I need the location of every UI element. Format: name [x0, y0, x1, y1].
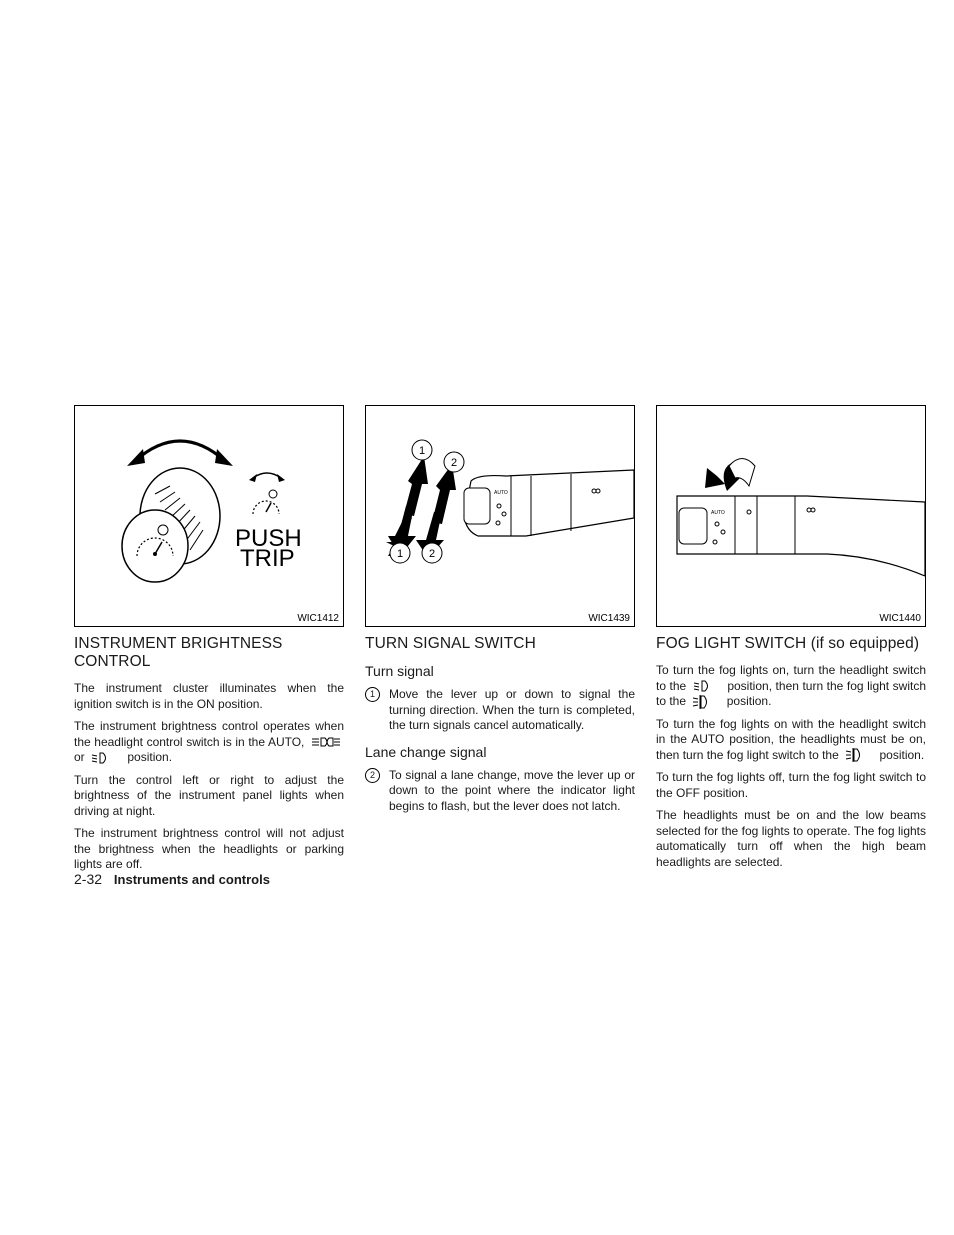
svg-text:AUTO: AUTO — [711, 510, 725, 516]
fog-light-lever-illustration — [657, 406, 925, 626]
paragraph-text: position. — [127, 750, 173, 764]
push-text: PUSH — [235, 525, 302, 552]
paragraph-text: position. — [879, 747, 925, 762]
step-text: To signal a lane change, move the lever up or down to the point where the indicator light begins to flash, but the lever does not latch. — [389, 767, 635, 813]
step-number: 2 — [365, 768, 380, 783]
page-footer — [74, 871, 270, 887]
column-turn-signal — [365, 405, 635, 814]
paragraph — [656, 717, 926, 764]
brightness-dial-illustration — [75, 406, 343, 626]
subheading: Lane change signal — [365, 743, 487, 760]
brightness-icon — [269, 490, 277, 498]
paragraph-text: or — [74, 750, 85, 764]
paragraph: To turn the fog lights off, turn the fog light switch to the OFF position. — [656, 770, 926, 800]
page-number: 2-32 — [74, 871, 103, 887]
section-title: Instruments and controls — [113, 872, 270, 887]
svg-text:2: 2 — [451, 457, 458, 469]
paragraph: The instrument brightness control will not adjust the brightness when the headlights or parking lights are off. — [74, 826, 344, 871]
column-instrument-brightness — [74, 405, 344, 880]
headlight-icon — [693, 680, 711, 692]
paragraph-text: position, then turn the fog light switch to the — [656, 678, 926, 708]
paragraph-text: To turn the fog lights on with the headlight switch in the AUTO position, the headlights must be on, then turn the fog light switch to the — [656, 716, 926, 762]
section-heading: TURN SIGNAL SWITCH — [365, 635, 536, 652]
parking-light-icon — [311, 736, 341, 748]
paragraph — [656, 663, 926, 710]
subheading: Turn signal — [365, 663, 434, 679]
svg-text:AUTO: AUTO — [494, 490, 508, 496]
step-number: 1 — [365, 687, 380, 702]
paragraph-text: The instrument brightness control operates when the headlight control switch is in the AUTO, — [74, 719, 344, 749]
step-item — [365, 687, 635, 734]
fog-light-icon — [845, 748, 863, 762]
section-heading: INSTRUMENT BRIGHTNESS CONTROL — [74, 635, 283, 670]
figure-instrument-brightness — [74, 405, 344, 627]
paragraph: The instrument cluster illuminates when the ignition switch is in the ON position. — [74, 681, 344, 711]
svg-text:1: 1 — [397, 548, 404, 560]
figure-fog-light — [656, 405, 926, 627]
column-fog-light — [656, 405, 926, 877]
paragraph — [74, 719, 344, 766]
paragraph: The headlights must be on and the low beams selected for the fog lights to operate. The fog lights automatically turn off when the high beam headlights are selected. — [656, 808, 926, 869]
figure-code: WIC1440 — [879, 613, 921, 624]
paragraph: Turn the control left or right to adjust the brightness of the instrument panel lights when driving at night. — [74, 772, 344, 818]
paragraph-text: To turn the fog lights on, turn the headlight switch to the — [656, 663, 926, 693]
svg-text:1: 1 — [419, 445, 426, 457]
paragraph-text: position. — [726, 694, 772, 708]
figure-turn-signal — [365, 405, 635, 627]
section-heading: FOG LIGHT SWITCH (if so equipped) — [656, 635, 920, 652]
fog-light-icon — [692, 695, 710, 709]
step-item — [365, 768, 635, 815]
headlight-icon — [91, 752, 109, 764]
svg-text:2: 2 — [429, 548, 436, 560]
figure-code: WIC1412 — [297, 613, 339, 624]
double-arrow-icon — [135, 441, 225, 461]
step-text: Move the lever up or down to signal the turning direction. When the turn is completed, the turn signals cancel automatically. — [389, 687, 635, 732]
trip-text: TRIP — [240, 545, 295, 572]
figure-code: WIC1439 — [588, 613, 630, 624]
turn-signal-lever-illustration — [366, 406, 634, 626]
